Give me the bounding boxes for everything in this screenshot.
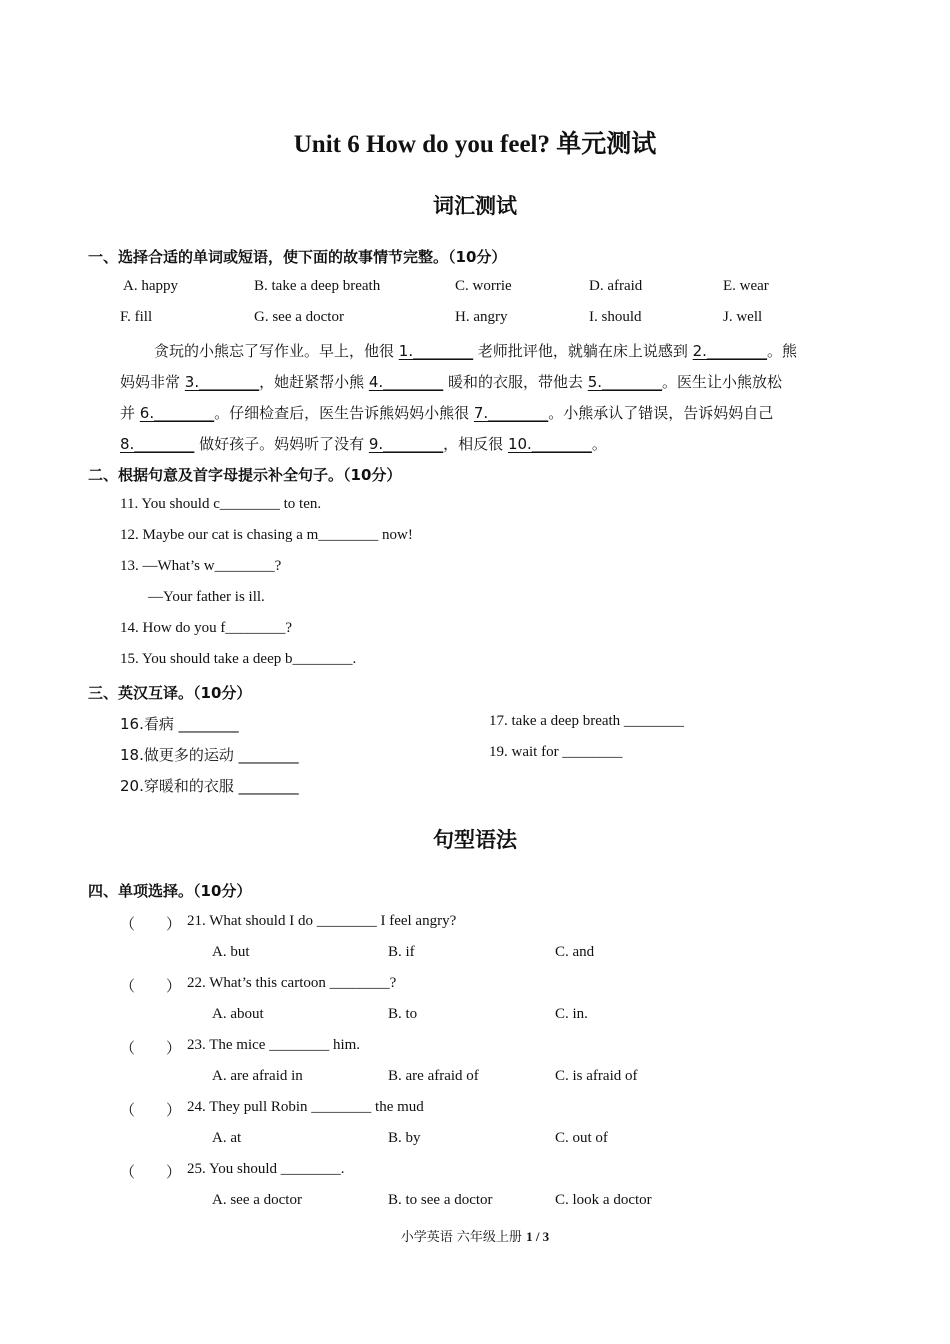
question-item: 13. —What’s w________? bbox=[120, 558, 282, 574]
blank-2[interactable]: 2.________ bbox=[692, 342, 767, 360]
section1-heading: 一、选择合适的单词或短语，使下面的故事情节完整。（10分） bbox=[88, 248, 507, 266]
section3-heading: 三、英汉互译。（10分） bbox=[88, 684, 252, 702]
answer-paren-close: ） bbox=[166, 915, 182, 933]
mc-option-b[interactable]: B. to see a doctor bbox=[388, 1192, 493, 1208]
translation-item: 18.做更多的运动 ________ bbox=[120, 746, 299, 764]
mc-option-b[interactable]: B. by bbox=[388, 1130, 421, 1146]
blank-9[interactable]: 9.________ bbox=[368, 435, 444, 453]
mc-option-c[interactable]: C. in. bbox=[555, 1006, 588, 1022]
mc-option-c[interactable]: C. out of bbox=[555, 1130, 608, 1146]
answer-paren-open: （ bbox=[120, 977, 136, 995]
mc-question: 24. They pull Robin ________ the mud bbox=[187, 1099, 424, 1115]
blank-7[interactable]: 7.________ bbox=[473, 404, 549, 422]
translation-item: 17. take a deep breath ________ bbox=[489, 713, 684, 729]
option: G. see a doctor bbox=[254, 309, 344, 325]
story-line-4: 8.________ 做好孩子。妈妈听了没有 9.________，相反很 10.________。 bbox=[120, 435, 607, 453]
story-line-1: 贪玩的小熊忘了写作业。早上，他很 1.________ 老师批评他，就躺在床上说感到 2.________。熊 bbox=[154, 342, 797, 360]
mc-question: 25. You should ________. bbox=[187, 1161, 345, 1177]
section2-heading: 二、根据句意及首字母提示补全句子。（10分） bbox=[88, 466, 402, 484]
option: A. happy bbox=[123, 278, 178, 294]
blank-5[interactable]: 5.________ bbox=[587, 373, 663, 391]
mc-option-c[interactable]: C. is afraid of bbox=[555, 1068, 638, 1084]
option: J. well bbox=[723, 309, 763, 325]
grammar-heading: 句型语法 bbox=[433, 828, 517, 852]
question-item: 11. You should c________ to ten. bbox=[120, 496, 322, 512]
option: B. take a deep breath bbox=[254, 278, 381, 294]
blank-8[interactable]: 8.________ bbox=[120, 435, 195, 453]
option: I. should bbox=[589, 309, 642, 325]
answer-paren-close: ） bbox=[166, 1101, 182, 1119]
mc-option-b[interactable]: B. to bbox=[388, 1006, 418, 1022]
story-line-3: 并 6.________。仔细检查后，医生告诉熊妈妈小熊很 7.________。小熊承认了错误，告诉妈妈自己 bbox=[120, 404, 774, 422]
section4-heading: 四、单项选择。（10分） bbox=[88, 882, 252, 900]
answer-paren-close: ） bbox=[166, 1039, 182, 1057]
question-item: 12. Maybe our cat is chasing a m________ now! bbox=[120, 527, 413, 543]
page-title: Unit 6 How do you feel? 单元测试 bbox=[293, 131, 657, 158]
blank-1[interactable]: 1.________ bbox=[398, 342, 474, 360]
blank-3[interactable]: 3.________ bbox=[184, 373, 260, 391]
mc-question: 23. The mice ________ him. bbox=[187, 1037, 361, 1053]
mc-question: 21. What should I do ________ I feel angry? bbox=[187, 913, 457, 929]
mc-option-b[interactable]: B. if bbox=[388, 944, 415, 960]
answer-paren-open: （ bbox=[120, 1163, 136, 1181]
mc-option-a[interactable]: A. about bbox=[212, 1006, 264, 1022]
page-number: 1 / 3 bbox=[526, 1229, 550, 1244]
mc-option-b[interactable]: B. are afraid of bbox=[388, 1068, 479, 1084]
mc-option-c[interactable]: C. and bbox=[555, 944, 595, 960]
mc-option-a[interactable]: A. but bbox=[212, 944, 250, 960]
option: C. worrie bbox=[455, 278, 512, 294]
question-item: —Your father is ill. bbox=[148, 589, 265, 605]
option: E. wear bbox=[723, 278, 769, 294]
answer-paren-open: （ bbox=[120, 915, 136, 933]
option: H. angry bbox=[455, 309, 508, 325]
translation-item: 20.穿暖和的衣服 ________ bbox=[120, 777, 299, 795]
question-item: 15. You should take a deep b________. bbox=[120, 651, 357, 667]
blank-6[interactable]: 6.________ bbox=[139, 404, 215, 422]
footer-text: 小学英语 六年级上册 bbox=[400, 1230, 527, 1245]
mc-option-a[interactable]: A. are afraid in bbox=[212, 1068, 303, 1084]
option: D. afraid bbox=[589, 278, 643, 294]
answer-paren-close: ） bbox=[166, 977, 182, 995]
option: F. fill bbox=[120, 309, 153, 325]
story-line-2: 妈妈非常 3.________，她赶紧帮小熊 4.________ 暖和的衣服，带他去 5.________。医生让小熊放松 bbox=[120, 373, 783, 391]
translation-item: 19. wait for ________ bbox=[489, 744, 623, 760]
mc-option-c[interactable]: C. look a doctor bbox=[555, 1192, 652, 1208]
mc-option-a[interactable]: A. at bbox=[212, 1130, 242, 1146]
mc-question: 22. What’s this cartoon ________? bbox=[187, 975, 397, 991]
answer-paren-open: （ bbox=[120, 1039, 136, 1057]
question-item: 14. How do you f________? bbox=[120, 620, 293, 636]
vocab-heading: 词汇测试 bbox=[433, 194, 517, 218]
blank-10[interactable]: 10.________ bbox=[507, 435, 592, 453]
page-footer bbox=[0, 1226, 950, 1245]
blank-4[interactable]: 4.________ bbox=[368, 373, 444, 391]
mc-option-a[interactable]: A. see a doctor bbox=[212, 1192, 302, 1208]
answer-paren-close: ） bbox=[166, 1163, 182, 1181]
translation-item: 16.看病 ________ bbox=[120, 715, 239, 733]
answer-paren-open: （ bbox=[120, 1101, 136, 1119]
